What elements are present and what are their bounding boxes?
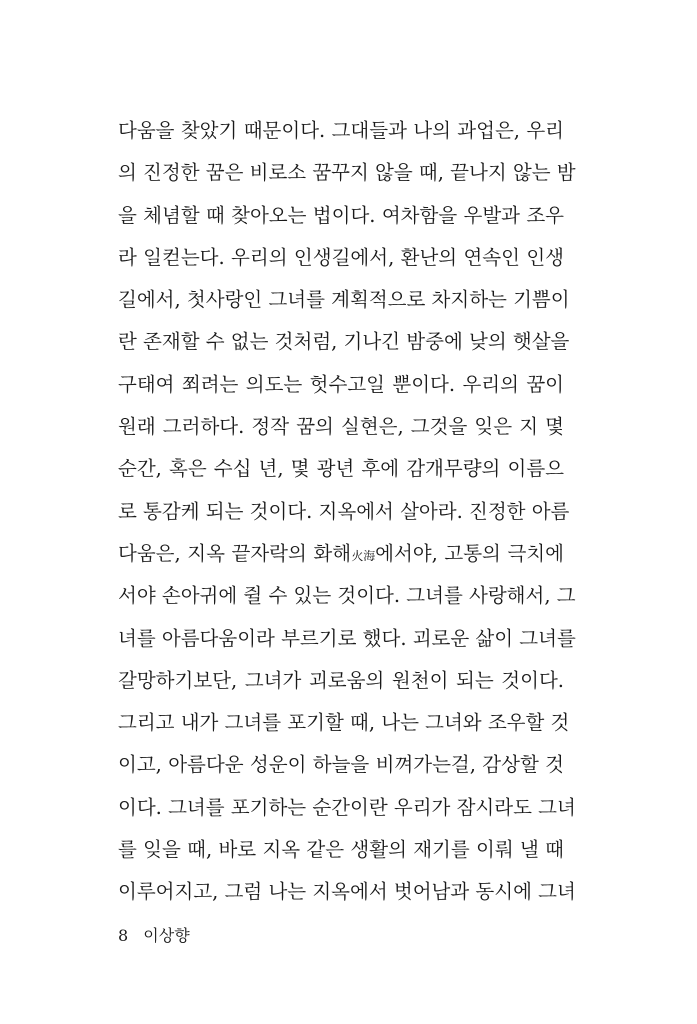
text-line: 원래 그러하다. 정작 꿈의 실현은, 그것을 잊은 지 몇 [118,415,564,439]
text-line-with-hanja [118,533,564,575]
running-author: 이상향 [143,926,190,945]
text-line: 를 잊을 때, 바로 지옥 같은 생활의 재기를 이뤄 낼 때 [118,838,564,862]
text-line: 라 일컫는다. 우리의 인생길에서, 환난의 연속인 인생 [118,245,564,269]
text-line: 갈망하기보단, 그녀가 괴로움의 원천이 되는 것이다. [118,668,564,692]
text-line: 다움을 찾았기 때문이다. 그대들과 나의 과업은, 우리 [118,119,564,142]
text-line: 란 존재할 수 없는 것처럼, 기나긴 밤중에 낮의 햇살을 [118,330,570,354]
body-text [118,110,576,914]
text-line: 이다. 그녀를 포기하는 순간이란 우리가 잠시라도 그녀 [118,795,576,819]
text-line: 서야 손아귀에 쥘 수 있는 것이다. 그녀를 사랑해서, 그 [118,584,576,608]
text-line: 을 체념할 때 찾아오는 법이다. 여차함을 우발과 조우 [118,203,564,227]
page-footer [118,926,190,946]
text-line: 녀를 아름다움이라 부르기로 했다. 괴로운 삶이 그녀를 [118,626,576,650]
text-line: 그리고 내가 그녀를 포기할 때, 나는 그녀와 조우할 것 [118,711,570,735]
text-segment: 에서야, 고통의 극치에 [375,541,564,565]
page-number: 8 [118,926,129,945]
hanja-annotation: 火海 [351,548,376,563]
text-line: 이루어지고, 그럼 나는 지옥에서 벗어남과 동시에 그녀 [118,880,576,904]
text-line: 순간, 혹은 수십 년, 몇 광년 후에 감개무량의 이름으 [118,457,564,481]
text-line: 구태여 쬐려는 의도는 헛수고일 뿐이다. 우리의 꿈이 [118,372,564,396]
text-line: 의 진정한 꿈은 비로소 꿈꾸지 않을 때, 끝나지 않는 밤 [118,161,576,185]
text-line: 이고, 아름다운 성운이 하늘을 비껴가는걸, 감상할 것 [118,753,564,777]
text-line: 로 통감케 되는 것이다. 지옥에서 살아라. 진정한 아름 [118,499,570,523]
text-line: 길에서, 첫사랑인 그녀를 계획적으로 차지하는 기쁨이 [118,288,570,312]
text-segment: 다움은, 지옥 끝자락의 화해 [118,541,352,565]
